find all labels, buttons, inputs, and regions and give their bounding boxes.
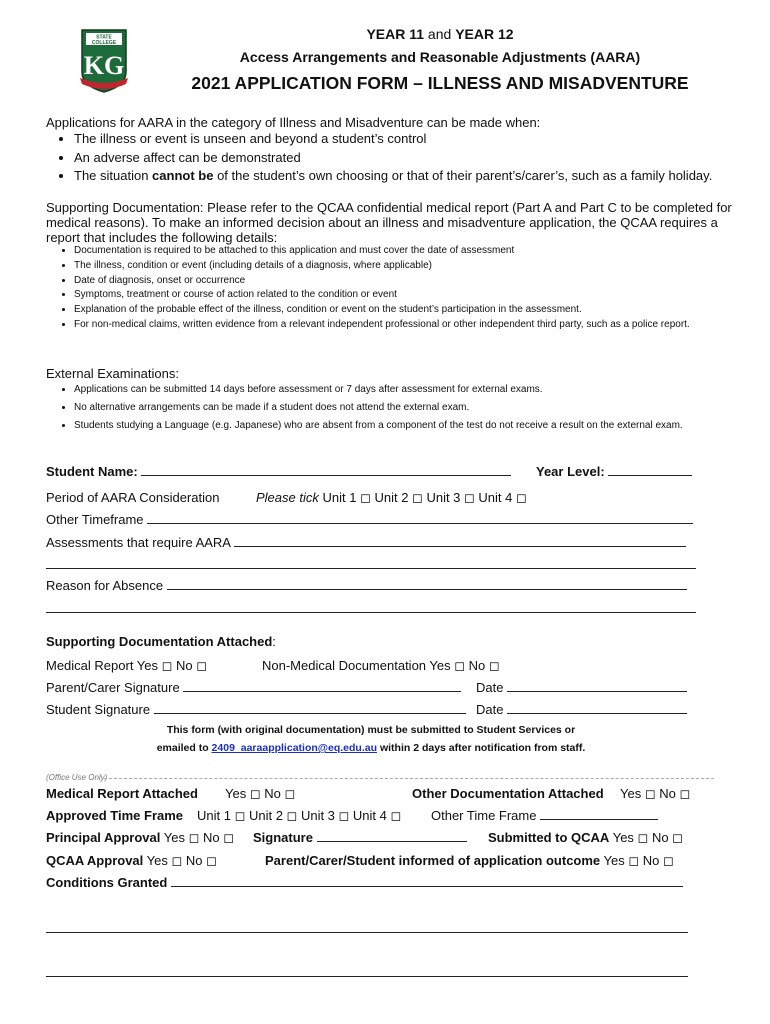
please-tick-label: Please tick xyxy=(256,490,319,505)
approved-unit-checkboxes[interactable]: Unit 1 ◻ Unit 2 ◻ Unit 3 ◻ Unit 4 ◻ xyxy=(197,808,402,823)
intro-bullets xyxy=(46,130,764,186)
form-title: 2021 APPLICATION FORM – ILLNESS AND MISADVENTURE xyxy=(191,73,689,93)
student-signature-row xyxy=(46,702,466,717)
assessments-field[interactable] xyxy=(234,535,686,547)
student-signature-label: Student Signature xyxy=(46,702,151,717)
list-item: • Date of diagnosis, onset or occurrence xyxy=(74,274,764,289)
office-use-label: (Office Use Only) xyxy=(46,773,108,782)
informed-outcome-checkboxes[interactable]: Yes ◻ No ◻ xyxy=(603,853,674,868)
student-name-field[interactable] xyxy=(141,464,511,476)
principal-approval-row xyxy=(46,830,234,846)
submitted-qcaa-label: Submitted to QCAA xyxy=(488,830,610,845)
reason-label: Reason for Absence xyxy=(46,578,164,593)
informed-outcome-row xyxy=(265,853,674,869)
header-aara-line: Access Arrangements and Reasonable Adjustments (AARA) xyxy=(239,49,641,65)
list-item: • Students studying a Language (e.g. Japanese) who are absent from a component of the test do not receive a result on the external exam. xyxy=(74,419,764,434)
parent-signature-row xyxy=(46,680,461,695)
submission-notice-1: This form (with original documentation) must be submitted to Student Services or xyxy=(166,724,576,736)
supporting-attached-heading: Supporting Documentation Attached: xyxy=(46,634,276,649)
date-label: Date xyxy=(476,680,504,695)
assessments-label: Assessments that require AARA xyxy=(46,535,231,550)
list-item: • Symptoms, treatment or course of action related to the condition or event xyxy=(74,288,764,303)
reason-row xyxy=(46,578,687,593)
email-link[interactable]: 2409_aaraapplication@eq.edu.au xyxy=(211,742,378,754)
reason-field-line-2[interactable] xyxy=(46,612,696,613)
principal-approval-checkboxes[interactable]: Yes ◻ No ◻ xyxy=(163,830,235,845)
list-item: • Explanation of the probable effect of the illness, condition or event on the student’s participation in the assessment. xyxy=(74,303,764,318)
reason-field[interactable] xyxy=(167,578,687,590)
submission-notice-2: emailed to 2409_aaraapplication@eq.edu.au within 2 days after notification from staff. xyxy=(156,742,586,754)
other-time-frame-label: Other Time Frame xyxy=(431,808,537,823)
list-item: • For non-medical claims, written evidence from a relevant independent professional or other independent third party, such as a police report. xyxy=(74,318,764,333)
list-item: • An adverse affect can be demonstrated xyxy=(74,149,764,168)
office-signature-field[interactable] xyxy=(317,830,467,842)
submitted-qcaa-checkboxes[interactable]: Yes ◻ No ◻ xyxy=(612,830,683,845)
list-item: • No alternative arrangements can be made if a student does not attend the external exam. xyxy=(74,401,764,416)
conditions-field-line-2[interactable] xyxy=(46,932,688,933)
list-item: • The illness or event is unseen and beyond a student’s control xyxy=(74,130,764,149)
student-date-row xyxy=(476,702,687,717)
other-time-frame-field[interactable] xyxy=(540,808,658,820)
informed-outcome-label: Parent/Carer/Student informed of application outcome xyxy=(265,853,601,868)
submitted-qcaa-row xyxy=(488,830,683,846)
external-bullets xyxy=(46,383,764,436)
student-name-label: Student Name: xyxy=(46,464,138,479)
external-heading: External Examinations: xyxy=(46,366,179,381)
conditions-granted-row xyxy=(46,875,683,890)
other-time-frame-row xyxy=(431,808,658,823)
college-crest-logo xyxy=(80,28,128,94)
other-timeframe-field[interactable] xyxy=(147,512,693,524)
svg-text:KG: KG xyxy=(83,51,125,80)
other-timeframe-label: Other Timeframe xyxy=(46,512,144,527)
medical-attached-label: Medical Report Attached xyxy=(46,786,198,801)
year-level-field[interactable] xyxy=(608,464,692,476)
signature-label: Signature xyxy=(253,830,313,845)
period-units-row[interactable] xyxy=(256,490,527,506)
student-name-row xyxy=(46,464,511,479)
conditions-field-line-3[interactable] xyxy=(46,976,688,977)
parent-date-row xyxy=(476,680,687,695)
list-item: • Documentation is required to be attached to this application and must cover the date of assessment xyxy=(74,244,764,259)
list-item: • The illness, condition or event (including details of a diagnosis, where applicable) xyxy=(74,259,764,274)
parent-signature-label: Parent/Carer Signature xyxy=(46,680,180,695)
other-doc-label: Other Documentation Attached xyxy=(412,786,604,801)
medical-attached-checkboxes[interactable]: Yes ◻ No ◻ xyxy=(225,786,296,801)
supporting-bullets xyxy=(46,244,764,333)
other-doc-checkboxes[interactable]: Yes ◻ No ◻ xyxy=(620,786,691,801)
qcaa-approval-label: QCAA Approval xyxy=(46,853,144,868)
svg-text:COLLEGE: COLLEGE xyxy=(91,40,117,46)
qcaa-approval-row xyxy=(46,853,217,869)
signature-row xyxy=(253,830,467,845)
parent-date-field[interactable] xyxy=(507,680,687,692)
header-year-line: YEAR 11 and YEAR 12 xyxy=(366,26,514,42)
qcaa-approval-checkboxes[interactable]: Yes ◻ No ◻ xyxy=(146,853,217,868)
conditions-granted-field[interactable] xyxy=(171,875,683,887)
svg-text:STATE: STATE xyxy=(96,34,112,41)
parent-signature-field[interactable] xyxy=(183,680,461,692)
year-level-label: Year Level: xyxy=(536,464,605,479)
list-item: • Applications can be submitted 14 days before assessment or 7 days after assessment for external exams. xyxy=(74,383,764,398)
assessments-row xyxy=(46,535,686,550)
principal-approval-label: Principal Approval xyxy=(46,830,161,845)
supporting-lead: Supporting Documentation: Please refer to the QCAA confidential medical report (Part A and Part C to be completed for medical reasons). To make an informed decision about an illness and misadventure application, the QCAA requires a report that includes the following details: xyxy=(46,200,732,245)
year-level-row xyxy=(536,464,692,479)
date-label: Date xyxy=(476,702,504,717)
medical-report-checkboxes[interactable]: Medical Report Yes ◻ No ◻ xyxy=(46,658,208,673)
other-timeframe-row xyxy=(46,512,693,527)
intro-lead: Applications for AARA in the category of Illness and Misadventure can be made when: xyxy=(46,115,541,130)
office-use-divider xyxy=(46,773,714,782)
conditions-granted-label: Conditions Granted xyxy=(46,875,168,890)
list-item: • The situation cannot be of the student’s own choosing or that of their parent’s/carer’s, such as a family holiday. xyxy=(74,167,764,186)
assessments-field-line-2[interactable] xyxy=(46,568,696,569)
non-medical-checkboxes[interactable]: Non-Medical Documentation Yes ◻ No ◻ xyxy=(262,658,500,673)
approved-timeframe-label: Approved Time Frame xyxy=(46,808,184,823)
student-signature-field[interactable] xyxy=(154,702,466,714)
unit-checkboxes[interactable]: Unit 1 ◻ Unit 2 ◻ Unit 3 ◻ Unit 4 ◻ xyxy=(322,490,527,505)
period-label: Period of AARA Consideration xyxy=(46,490,220,505)
student-date-field[interactable] xyxy=(507,702,687,714)
